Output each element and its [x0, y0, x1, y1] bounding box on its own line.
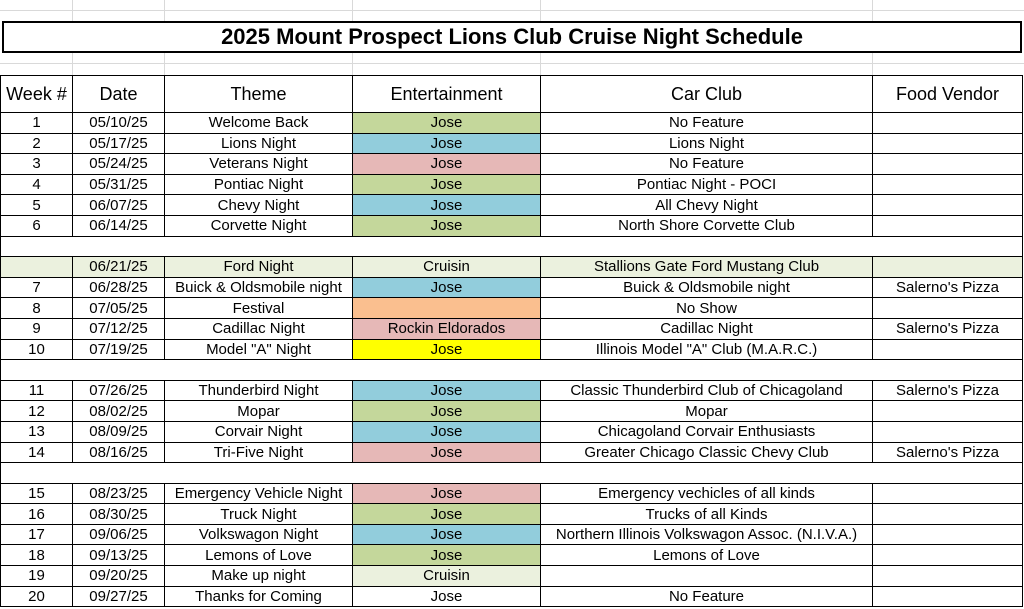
food-vendor-cell[interactable]	[873, 401, 1023, 422]
food-vendor-cell[interactable]: Salerno's Pizza	[873, 442, 1023, 463]
week-cell[interactable]: 15	[1, 483, 73, 504]
entertainment-cell[interactable]: Cruisin	[353, 257, 541, 278]
food-vendor-cell[interactable]	[873, 133, 1023, 154]
schedule-body	[1, 113, 1023, 607]
food-vendor-cell[interactable]	[873, 257, 1023, 278]
entertainment-cell[interactable]: Jose	[353, 133, 541, 154]
week-cell[interactable]: 1	[1, 113, 73, 134]
table-row	[1, 215, 1023, 236]
theme-cell[interactable]: Model "A" Night	[165, 339, 353, 360]
week-cell[interactable]: 11	[1, 380, 73, 401]
food-vendor-cell[interactable]	[873, 421, 1023, 442]
entertainment-cell[interactable]: Jose	[353, 339, 541, 360]
table-row	[1, 318, 1023, 339]
week-cell[interactable]: 2	[1, 133, 73, 154]
table-row	[1, 504, 1023, 525]
week-cell[interactable]: 13	[1, 421, 73, 442]
date-cell[interactable]: 08/02/25	[73, 401, 165, 422]
header-row	[1, 76, 1023, 113]
entertainment-cell[interactable]: Jose	[353, 483, 541, 504]
entertainment-cell[interactable]: Jose	[353, 277, 541, 298]
blank-row	[1, 360, 1023, 381]
table-row	[1, 277, 1023, 298]
car-club-cell[interactable]: Lemons of Love	[541, 545, 873, 566]
date-cell[interactable]: 06/07/25	[73, 195, 165, 216]
entertainment-cell[interactable]	[353, 298, 541, 319]
theme-cell[interactable]: Ford Night	[165, 257, 353, 278]
food-vendor-cell[interactable]	[873, 215, 1023, 236]
date-cell[interactable]: 09/20/25	[73, 566, 165, 587]
date-cell[interactable]: 07/19/25	[73, 339, 165, 360]
blank-row	[1, 463, 1023, 484]
blank-cell[interactable]	[1, 236, 1023, 257]
entertainment-cell[interactable]: Jose	[353, 154, 541, 175]
column-header-theme[interactable]: Theme	[165, 76, 353, 113]
food-vendor-cell[interactable]	[873, 586, 1023, 607]
week-cell[interactable]: 10	[1, 339, 73, 360]
date-cell[interactable]: 07/12/25	[73, 318, 165, 339]
food-vendor-cell[interactable]	[873, 154, 1023, 175]
theme-cell[interactable]: Corvette Night	[165, 215, 353, 236]
blank-cell[interactable]	[1, 360, 1023, 381]
theme-cell[interactable]: Pontiac Night	[165, 174, 353, 195]
theme-cell[interactable]: Truck Night	[165, 504, 353, 525]
table-row	[1, 174, 1023, 195]
food-vendor-cell[interactable]	[873, 298, 1023, 319]
table-row	[1, 113, 1023, 134]
theme-cell[interactable]: Mopar	[165, 401, 353, 422]
theme-cell[interactable]: Lions Night	[165, 133, 353, 154]
food-vendor-cell[interactable]	[873, 174, 1023, 195]
theme-cell[interactable]: Welcome Back	[165, 113, 353, 134]
table-row	[1, 154, 1023, 175]
theme-cell[interactable]: Chevy Night	[165, 195, 353, 216]
food-vendor-cell[interactable]	[873, 566, 1023, 587]
car-club-cell[interactable]: No Feature	[541, 586, 873, 607]
theme-cell[interactable]: Lemons of Love	[165, 545, 353, 566]
table-row	[1, 298, 1023, 319]
week-cell[interactable]: 3	[1, 154, 73, 175]
food-vendor-cell[interactable]: Salerno's Pizza	[873, 277, 1023, 298]
date-cell[interactable]: 07/05/25	[73, 298, 165, 319]
table-row	[1, 566, 1023, 587]
table-row	[1, 133, 1023, 154]
schedule-table	[0, 75, 1023, 607]
special-event-row	[1, 257, 1023, 278]
food-vendor-cell[interactable]	[873, 339, 1023, 360]
date-cell[interactable]: 08/23/25	[73, 483, 165, 504]
week-cell[interactable]: 5	[1, 195, 73, 216]
entertainment-cell[interactable]: Jose	[353, 442, 541, 463]
blank-cell[interactable]	[1, 463, 1023, 484]
week-cell[interactable]: 12	[1, 401, 73, 422]
table-row	[1, 483, 1023, 504]
entertainment-cell[interactable]: Jose	[353, 421, 541, 442]
theme-cell[interactable]: Festival	[165, 298, 353, 319]
table-row	[1, 586, 1023, 607]
car-club-cell[interactable]: Classic Thunderbird Club of Chicagoland	[541, 380, 873, 401]
column-header-entertainment[interactable]: Entertainment	[353, 76, 541, 113]
table-row	[1, 545, 1023, 566]
theme-cell[interactable]: Corvair Night	[165, 421, 353, 442]
week-cell[interactable]: 7	[1, 277, 73, 298]
entertainment-cell[interactable]: Jose	[353, 195, 541, 216]
car-club-cell[interactable]: Emergency vechicles of all kinds	[541, 483, 873, 504]
column-header-food-vendor[interactable]: Food Vendor	[873, 76, 1023, 113]
gridline	[0, 63, 1024, 64]
date-cell[interactable]: 06/21/25	[73, 257, 165, 278]
table-row	[1, 401, 1023, 422]
food-vendor-cell[interactable]: Salerno's Pizza	[873, 318, 1023, 339]
car-club-cell[interactable]	[541, 566, 873, 587]
food-vendor-cell[interactable]	[873, 545, 1023, 566]
week-cell[interactable]: 17	[1, 524, 73, 545]
column-header-car-club[interactable]: Car Club	[541, 76, 873, 113]
entertainment-cell[interactable]: Jose	[353, 113, 541, 134]
car-club-cell[interactable]: Buick & Oldsmobile night	[541, 277, 873, 298]
car-club-cell[interactable]: No Show	[541, 298, 873, 319]
week-cell[interactable]: 19	[1, 566, 73, 587]
theme-cell[interactable]: Thunderbird Night	[165, 380, 353, 401]
food-vendor-cell[interactable]	[873, 113, 1023, 134]
food-vendor-cell[interactable]	[873, 504, 1023, 525]
table-row	[1, 380, 1023, 401]
column-header-week[interactable]: Week #	[1, 76, 73, 113]
date-cell[interactable]: 07/26/25	[73, 380, 165, 401]
food-vendor-cell[interactable]	[873, 483, 1023, 504]
table-row	[1, 421, 1023, 442]
theme-cell[interactable]: Cadillac Night	[165, 318, 353, 339]
table-row	[1, 524, 1023, 545]
page-title: 2025 Mount Prospect Lions Club Cruise Night Schedule	[2, 21, 1022, 53]
car-club-cell[interactable]: Northern Illinois Volkswagon Assoc. (N.I.V.A.)	[541, 524, 873, 545]
week-cell[interactable]: 14	[1, 442, 73, 463]
blank-row	[1, 236, 1023, 257]
entertainment-cell[interactable]: Jose	[353, 504, 541, 525]
theme-cell[interactable]: Volkswagon Night	[165, 524, 353, 545]
car-club-cell[interactable]: No Feature	[541, 154, 873, 175]
date-cell[interactable]: 05/17/25	[73, 133, 165, 154]
entertainment-cell[interactable]: Jose	[353, 215, 541, 236]
car-club-cell[interactable]: Mopar	[541, 401, 873, 422]
date-cell[interactable]: 05/31/25	[73, 174, 165, 195]
car-club-cell[interactable]: Trucks of all Kinds	[541, 504, 873, 525]
car-club-cell[interactable]: Illinois Model "A" Club (M.A.R.C.)	[541, 339, 873, 360]
entertainment-cell[interactable]: Jose	[353, 174, 541, 195]
week-cell[interactable]: 20	[1, 586, 73, 607]
theme-cell[interactable]: Tri-Five Night	[165, 442, 353, 463]
theme-cell[interactable]: Make up night	[165, 566, 353, 587]
week-cell[interactable]: 16	[1, 504, 73, 525]
column-header-date[interactable]: Date	[73, 76, 165, 113]
car-club-cell[interactable]: Stallions Gate Ford Mustang Club	[541, 257, 873, 278]
table-row	[1, 339, 1023, 360]
date-cell[interactable]: 05/24/25	[73, 154, 165, 175]
car-club-cell[interactable]: All Chevy Night	[541, 195, 873, 216]
entertainment-cell[interactable]: Jose	[353, 401, 541, 422]
date-cell[interactable]: 06/14/25	[73, 215, 165, 236]
date-cell[interactable]: 09/27/25	[73, 586, 165, 607]
table-row	[1, 442, 1023, 463]
entertainment-cell[interactable]: Cruisin	[353, 566, 541, 587]
food-vendor-cell[interactable]	[873, 195, 1023, 216]
food-vendor-cell[interactable]: Salerno's Pizza	[873, 380, 1023, 401]
date-cell[interactable]: 08/16/25	[73, 442, 165, 463]
date-cell[interactable]: 06/28/25	[73, 277, 165, 298]
week-cell[interactable]: 18	[1, 545, 73, 566]
food-vendor-cell[interactable]	[873, 524, 1023, 545]
entertainment-cell[interactable]: Jose	[353, 524, 541, 545]
entertainment-cell[interactable]: Jose	[353, 380, 541, 401]
week-cell[interactable]: 8	[1, 298, 73, 319]
car-club-cell[interactable]: Chicagoland Corvair Enthusiasts	[541, 421, 873, 442]
table-row	[1, 195, 1023, 216]
week-cell[interactable]: 9	[1, 318, 73, 339]
week-cell[interactable]: 6	[1, 215, 73, 236]
car-club-cell[interactable]: No Feature	[541, 113, 873, 134]
theme-cell[interactable]: Emergency Vehicle Night	[165, 483, 353, 504]
car-club-cell[interactable]: Greater Chicago Classic Chevy Club	[541, 442, 873, 463]
date-cell[interactable]: 09/06/25	[73, 524, 165, 545]
date-cell[interactable]: 09/13/25	[73, 545, 165, 566]
week-cell[interactable]: 4	[1, 174, 73, 195]
car-club-cell[interactable]: Pontiac Night - POCI	[541, 174, 873, 195]
car-club-cell[interactable]: Cadillac Night	[541, 318, 873, 339]
week-cell[interactable]	[1, 257, 73, 278]
date-cell[interactable]: 08/09/25	[73, 421, 165, 442]
date-cell[interactable]: 05/10/25	[73, 113, 165, 134]
gridline	[0, 10, 1024, 11]
entertainment-cell[interactable]: Jose	[353, 545, 541, 566]
theme-cell[interactable]: Thanks for Coming	[165, 586, 353, 607]
date-cell[interactable]: 08/30/25	[73, 504, 165, 525]
entertainment-cell[interactable]: Rockin Eldorados	[353, 318, 541, 339]
car-club-cell[interactable]: North Shore Corvette Club	[541, 215, 873, 236]
theme-cell[interactable]: Buick & Oldsmobile night	[165, 277, 353, 298]
car-club-cell[interactable]: Lions Night	[541, 133, 873, 154]
theme-cell[interactable]: Veterans Night	[165, 154, 353, 175]
entertainment-cell[interactable]: Jose	[353, 586, 541, 607]
